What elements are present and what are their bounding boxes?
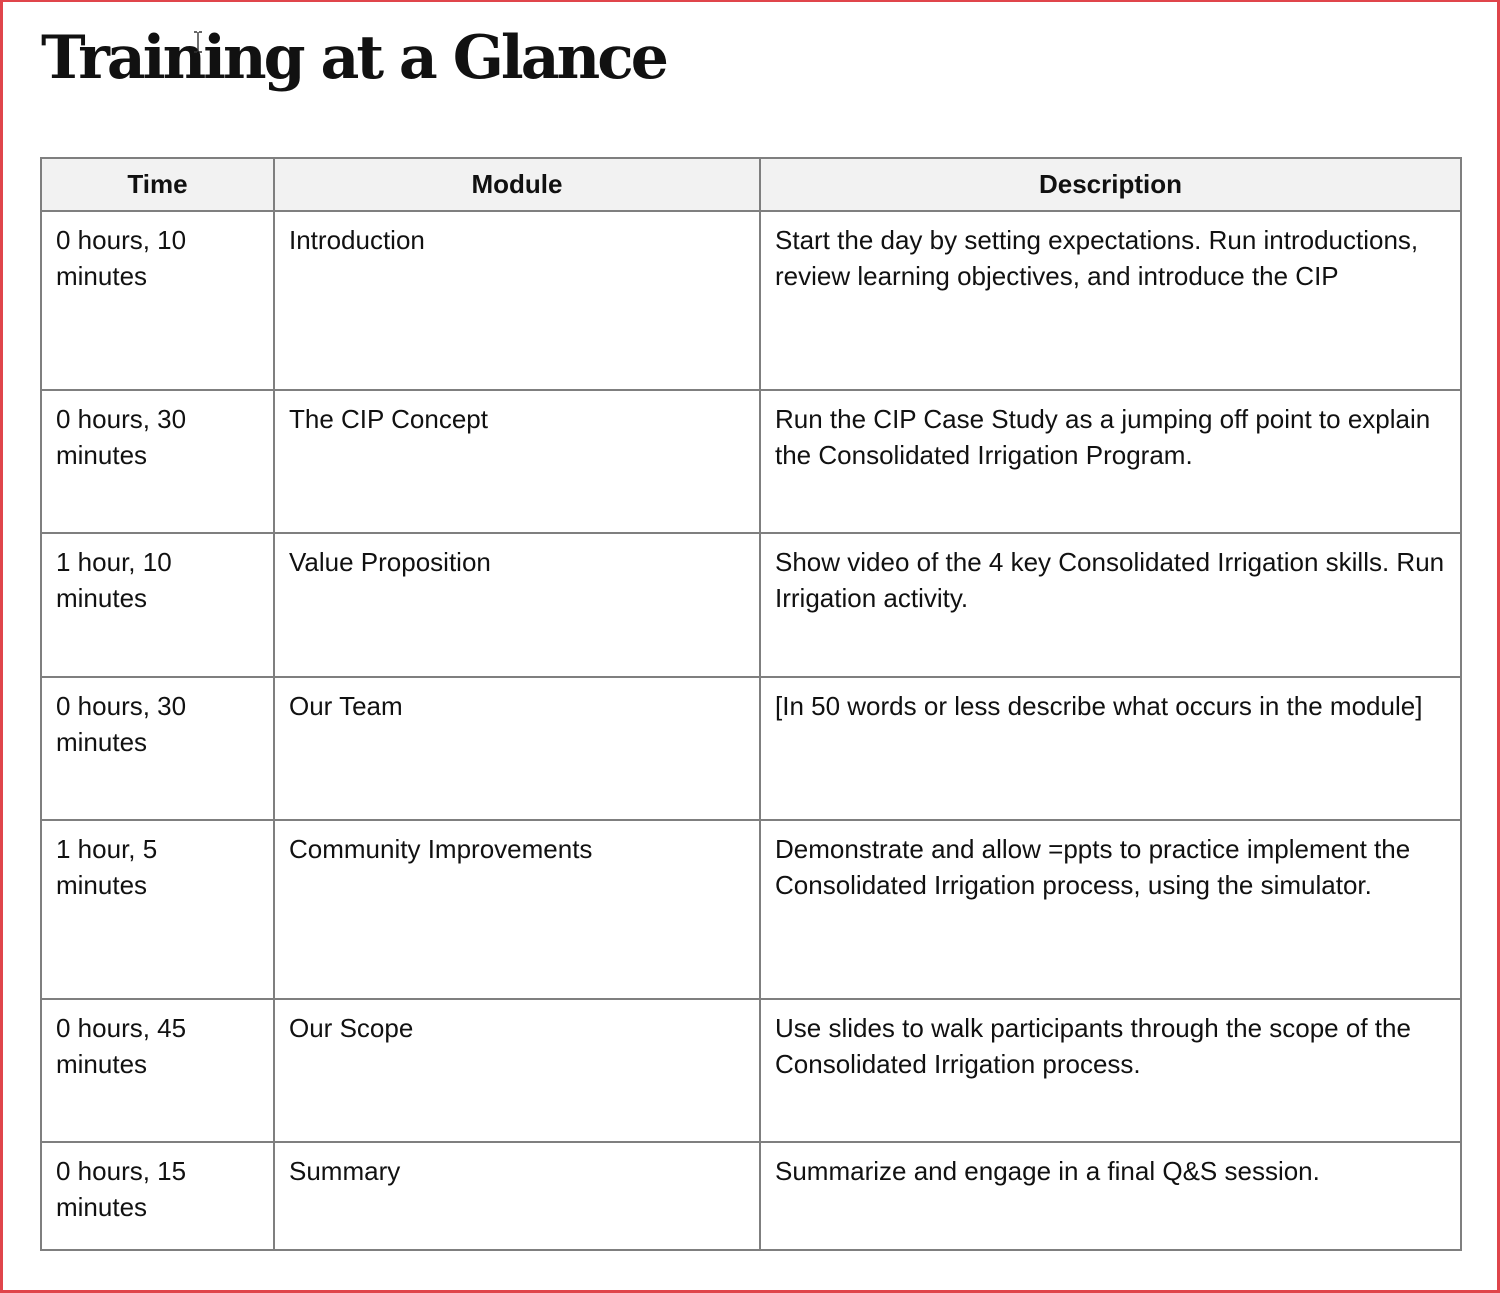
table-row xyxy=(41,533,1461,677)
description-cell: Summarize and engage in a final Q&S session. xyxy=(760,1142,1461,1250)
header-description: Description xyxy=(760,158,1461,211)
module-cell: Our Scope xyxy=(274,999,760,1142)
time-cell: 1 hour, 10 minutes xyxy=(41,533,274,677)
table-row xyxy=(41,390,1461,533)
table-row xyxy=(41,820,1461,999)
table-row xyxy=(41,211,1461,390)
module-cell: Summary xyxy=(274,1142,760,1250)
module-cell: The CIP Concept xyxy=(274,390,760,533)
table-header-row xyxy=(41,158,1461,211)
table-row xyxy=(41,999,1461,1142)
time-cell: 0 hours, 15 minutes xyxy=(41,1142,274,1250)
description-cell: Run the CIP Case Study as a jumping off point to explain the Consolidated Irrigation Program. xyxy=(760,390,1461,533)
module-cell: Introduction xyxy=(274,211,760,390)
time-cell: 0 hours, 10 minutes xyxy=(41,211,274,390)
description-cell: Demonstrate and allow =ppts to practice implement the Consolidated Irrigation process, using the simulator. xyxy=(760,820,1461,999)
description-cell: Use slides to walk participants through the scope of the Consolidated Irrigation process. xyxy=(760,999,1461,1142)
header-time: Time xyxy=(41,158,274,211)
description-cell: Start the day by setting expectations. Run introductions, review learning objectives, and introduce the CIP xyxy=(760,211,1461,390)
module-cell: Value Proposition xyxy=(274,533,760,677)
page-title: Training at a Glance xyxy=(41,23,666,93)
description-cell: Show video of the 4 key Consolidated Irrigation skills. Run Irrigation activity. xyxy=(760,533,1461,677)
time-cell: 0 hours, 30 minutes xyxy=(41,390,274,533)
module-cell: Community Improvements xyxy=(274,820,760,999)
header-module: Module xyxy=(274,158,760,211)
time-cell: 1 hour, 5 minutes xyxy=(41,820,274,999)
table-row xyxy=(41,677,1461,820)
time-cell: 0 hours, 45 minutes xyxy=(41,999,274,1142)
time-cell: 0 hours, 30 minutes xyxy=(41,677,274,820)
table-row xyxy=(41,1142,1461,1250)
module-cell: Our Team xyxy=(274,677,760,820)
text-cursor-icon xyxy=(193,31,203,53)
description-cell: [In 50 words or less describe what occurs in the module] xyxy=(760,677,1461,820)
training-schedule-table xyxy=(40,157,1462,1251)
